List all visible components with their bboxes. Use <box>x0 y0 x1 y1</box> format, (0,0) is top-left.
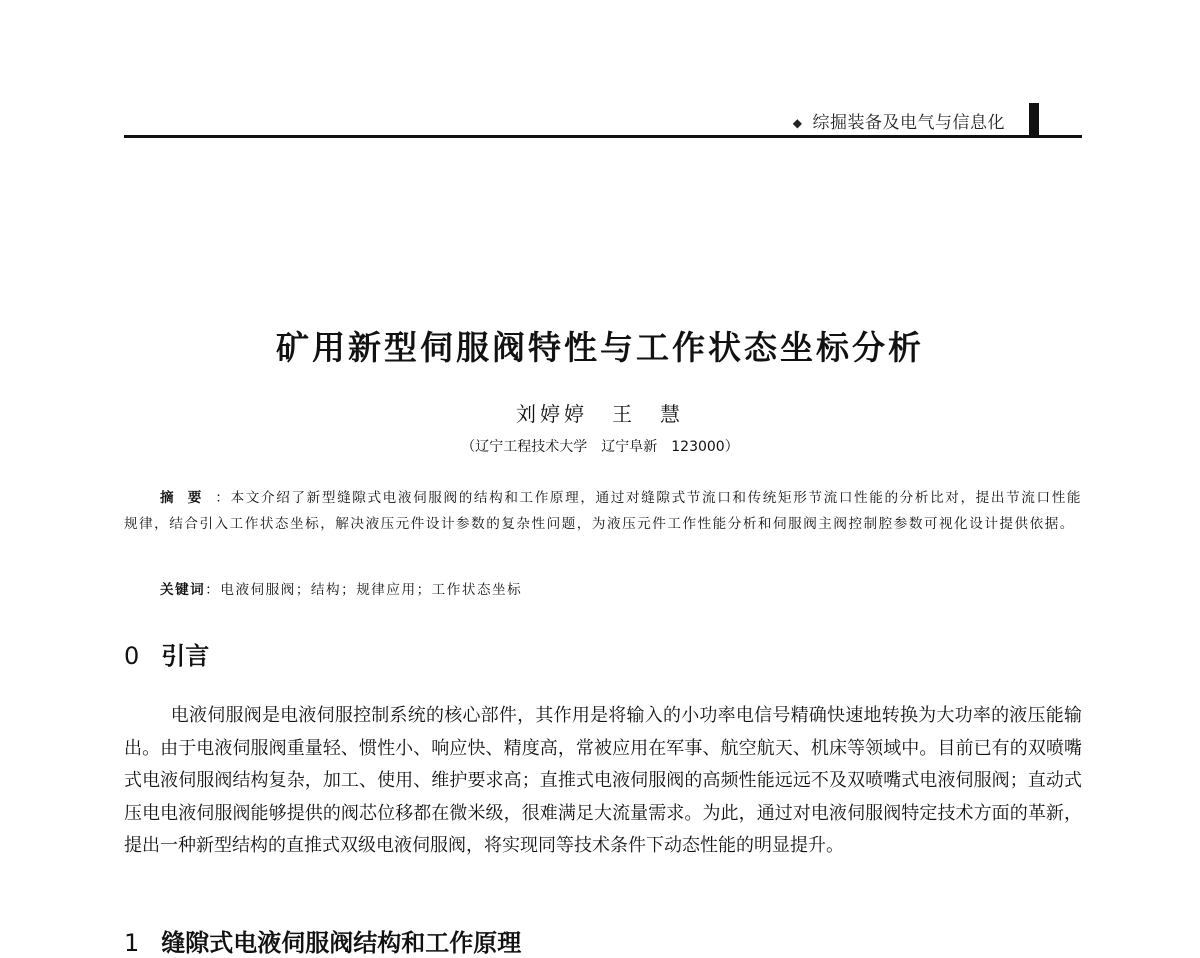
keywords-text: ：电液伺服阀；结构；规律应用；工作状态坐标 <box>205 582 523 598</box>
abstract-label: 摘要 <box>160 490 216 506</box>
abstract <box>124 485 1082 537</box>
intro-paragraph: 电液伺服阀是电液伺服控制系统的核心部件，其作用是将输入的小功率电信号精确快速地转换为大功率的液压能输出。由于电液伺服阀重量轻、惯性小、响应快、精度高，常被应用在军事、航空航天、机床等领域中。目前已有的双喷嘴式电液伺服阀结构复杂，加工、使用、维护要求高；直推式电液伺服阀的高频性能远远不及双喷嘴式电液伺服阀；直动式压电电液伺服阀能够提供的阀芯位移都在微米级，很难满足大流量需求。为此，通过对电液伺服阀特定技术方面的革新，提出一种新型结构的直推式双级电液伺服阀，将实现同等技术条件下动态性能的明显提升。 <box>124 705 1082 857</box>
paper-title: 矿用新型伺服阀特性与工作状态坐标分析 <box>276 328 924 367</box>
keywords-label: 关键词 <box>160 582 206 598</box>
paper-authors: 刘婷婷 王 慧 <box>516 402 684 426</box>
intro-number: 0 <box>124 642 140 670</box>
intro-heading-text: 引言 <box>161 642 210 670</box>
abstract-text: ：本文介绍了新型缝隙式电液伺服阀的结构和工作原理，通过对缝隙式节流口和传统矩形节流口性能的分析比对，提出节流口性能规律，结合引入工作状态坐标，解决液压元件设计参数的复杂性问题，为液压元件工作性能分析和伺服阀主阀控制腔参数可视化设计提供依据。 <box>124 490 1083 532</box>
intro-heading <box>124 636 209 671</box>
diamond-bullet-icon: ◆ <box>792 116 803 130</box>
intro-body <box>124 700 1082 863</box>
header-bar-marker <box>1029 103 1039 135</box>
header-rule <box>124 135 1082 138</box>
section1-number: 1 <box>124 929 140 957</box>
keywords <box>160 578 522 598</box>
paper-affiliation: （辽宁工程技术大学 辽宁阜新 123000） <box>461 439 739 455</box>
section1-heading-text: 缝隙式电液伺服阀结构和工作原理 <box>161 929 522 957</box>
section1-heading <box>124 923 521 958</box>
running-header <box>793 108 1005 133</box>
header-section-label: 综掘装备及电气与信息化 <box>812 113 1005 133</box>
